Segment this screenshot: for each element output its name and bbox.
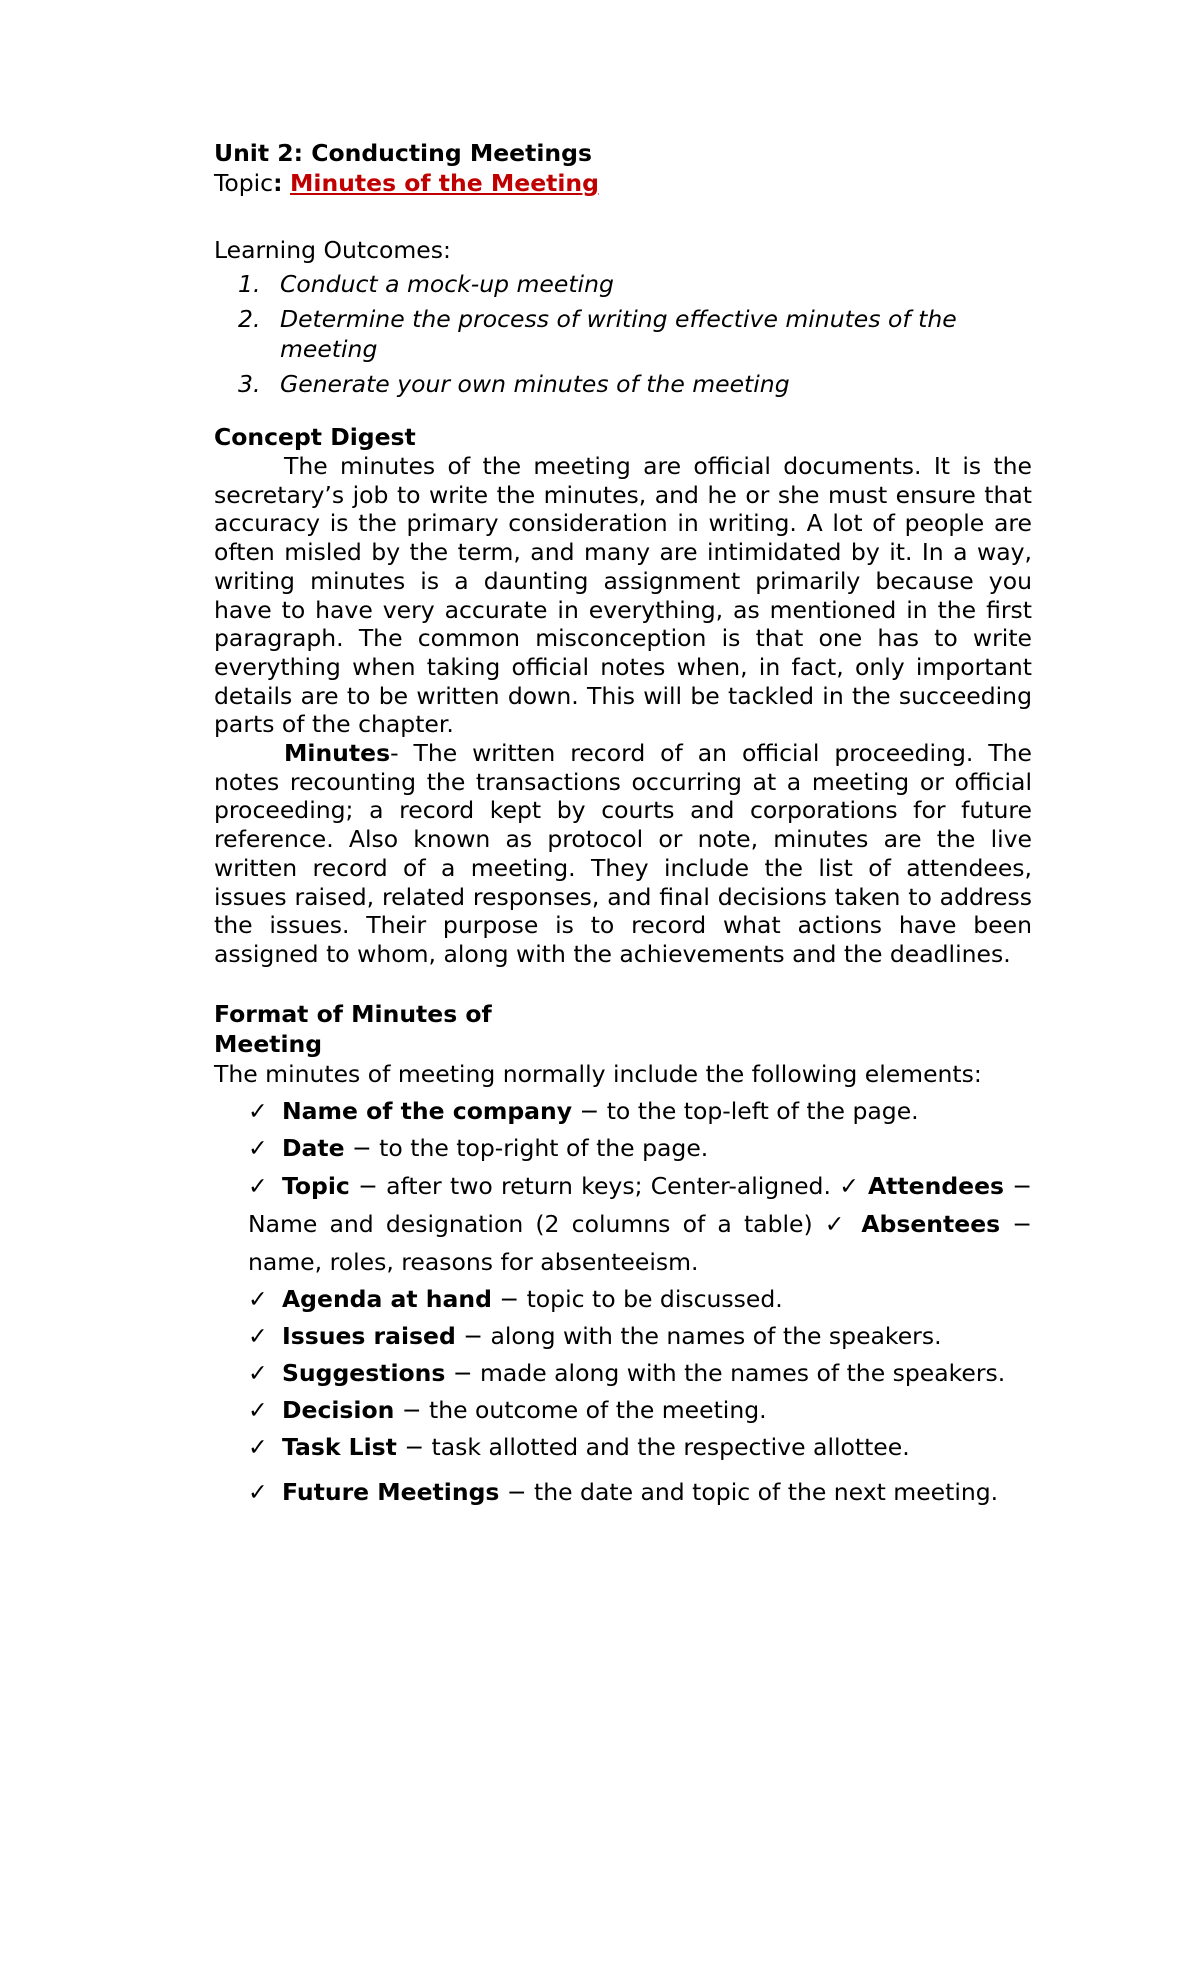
topic-value: Minutes of the Meeting xyxy=(290,169,599,197)
element-desc: − after two return keys; Center-aligned. xyxy=(349,1171,840,1200)
minutes-term: Minutes xyxy=(284,739,391,768)
element-term: Topic xyxy=(282,1171,350,1200)
check-icon: ✓ xyxy=(248,1358,268,1387)
outcome-text: Generate your own minutes of the meeting xyxy=(280,370,790,398)
list-item xyxy=(214,1130,1032,1167)
list-item xyxy=(214,1093,1032,1130)
element-desc: − the outcome of the meeting. xyxy=(394,1395,767,1424)
element-term: Date xyxy=(282,1133,345,1162)
element-desc: − to the top-right of the page. xyxy=(344,1133,709,1162)
check-icon: ✓ xyxy=(248,1096,268,1125)
format-elements-list xyxy=(214,1093,1032,1511)
outcome-text: Conduct a mock-up meeting xyxy=(280,270,614,298)
topic-colon: : xyxy=(273,169,283,197)
element-desc: − the date and topic of the next meeting. xyxy=(499,1477,999,1506)
document-page xyxy=(214,138,1032,1511)
list-item xyxy=(214,1392,1032,1429)
element-term: Future Meetings xyxy=(282,1477,500,1506)
element-desc: − topic to be discussed. xyxy=(491,1284,783,1313)
element-desc: − to the top-left of the page. xyxy=(572,1096,919,1125)
list-item xyxy=(214,1281,1032,1318)
element-term: Name of the company xyxy=(282,1096,573,1125)
element-term: Attendees xyxy=(868,1171,1005,1200)
format-intro: The minutes of meeting normally include the following elements: xyxy=(214,1059,982,1088)
outcome-item xyxy=(214,369,1032,399)
list-item xyxy=(214,1355,1032,1392)
concept-paragraph-1: The minutes of the meeting are official documents. It is the secretary’s job to write the minutes, and he or she must ensure that accuracy is the primary consideration in writing. A lot of people are often misled by the term, and many are intimidated by it. In a way, writing minutes is a daunting assignment primarily because you have to have very accurate in everything, as mentioned in the first paragraph. The common misconception is that one has to write everything when taking official notes when, in fact, only important details are to be written down. This will be tackled in the succeeding parts of the chapter. xyxy=(214,452,1032,739)
concept-paragraph-2 xyxy=(214,739,1032,969)
element-term: Decision xyxy=(282,1395,395,1424)
element-desc: − task allotted and the respective allottee. xyxy=(396,1432,910,1461)
check-icon: ✓ xyxy=(824,1209,850,1238)
list-item xyxy=(214,1318,1032,1355)
list-item xyxy=(214,1474,1032,1511)
concept-digest-heading: Concept Digest xyxy=(214,423,416,451)
check-icon: ✓ xyxy=(248,1133,268,1162)
outcome-number: 1. xyxy=(238,270,261,298)
learning-outcomes-label: Learning Outcomes: xyxy=(214,236,451,264)
element-term: Task List xyxy=(282,1432,397,1461)
check-icon: ✓ xyxy=(248,1321,268,1350)
element-term: Absentees xyxy=(861,1209,1001,1238)
check-icon: ✓ xyxy=(248,1284,268,1313)
list-item xyxy=(214,1429,1032,1466)
outcome-number: 3. xyxy=(238,370,261,398)
learning-outcomes-list xyxy=(214,269,1032,399)
outcome-number: 2. xyxy=(238,305,261,333)
element-desc: − Name and designation (2 columns of a table) xyxy=(248,1171,1032,1238)
minutes-definition: - The written record of an official proceeding. The notes recounting the transactions occurring at a meeting or official proceeding; a record kept by courts and corporations for future reference. Also known as protocol or note, minutes are the live written record of a meeting. They include the list of attendees, issues raised, related responses, and final decisions taken to address the issues. Their purpose is to record what actions have been assigned to whom, along with the achievements and the deadlines. xyxy=(214,739,1032,968)
check-icon: ✓ xyxy=(248,1395,268,1424)
list-item-merged xyxy=(214,1167,1032,1281)
outcome-text: Determine the process of writing effective minutes of the meeting xyxy=(280,305,957,363)
check-icon: ✓ xyxy=(248,1477,268,1506)
unit-title: Unit 2: Conducting Meetings xyxy=(214,139,592,167)
check-icon: ✓ xyxy=(839,1171,860,1200)
topic-label: Topic xyxy=(214,169,274,197)
check-icon: ✓ xyxy=(248,1432,268,1461)
element-desc: − made along with the names of the speakers. xyxy=(445,1358,1006,1387)
element-term: Issues raised xyxy=(282,1321,456,1350)
outcome-item xyxy=(214,269,1032,299)
element-term: Agenda at hand xyxy=(282,1284,492,1313)
element-desc: − along with the names of the speakers. xyxy=(455,1321,942,1350)
outcome-item xyxy=(214,304,1032,364)
element-desc: − name, roles, reasons for absenteeism. xyxy=(248,1209,1032,1276)
format-heading: Format of Minutes of Meeting xyxy=(214,999,492,1058)
check-icon: ✓ xyxy=(248,1171,268,1200)
topic-line xyxy=(214,168,1032,198)
element-term: Suggestions xyxy=(282,1358,446,1387)
